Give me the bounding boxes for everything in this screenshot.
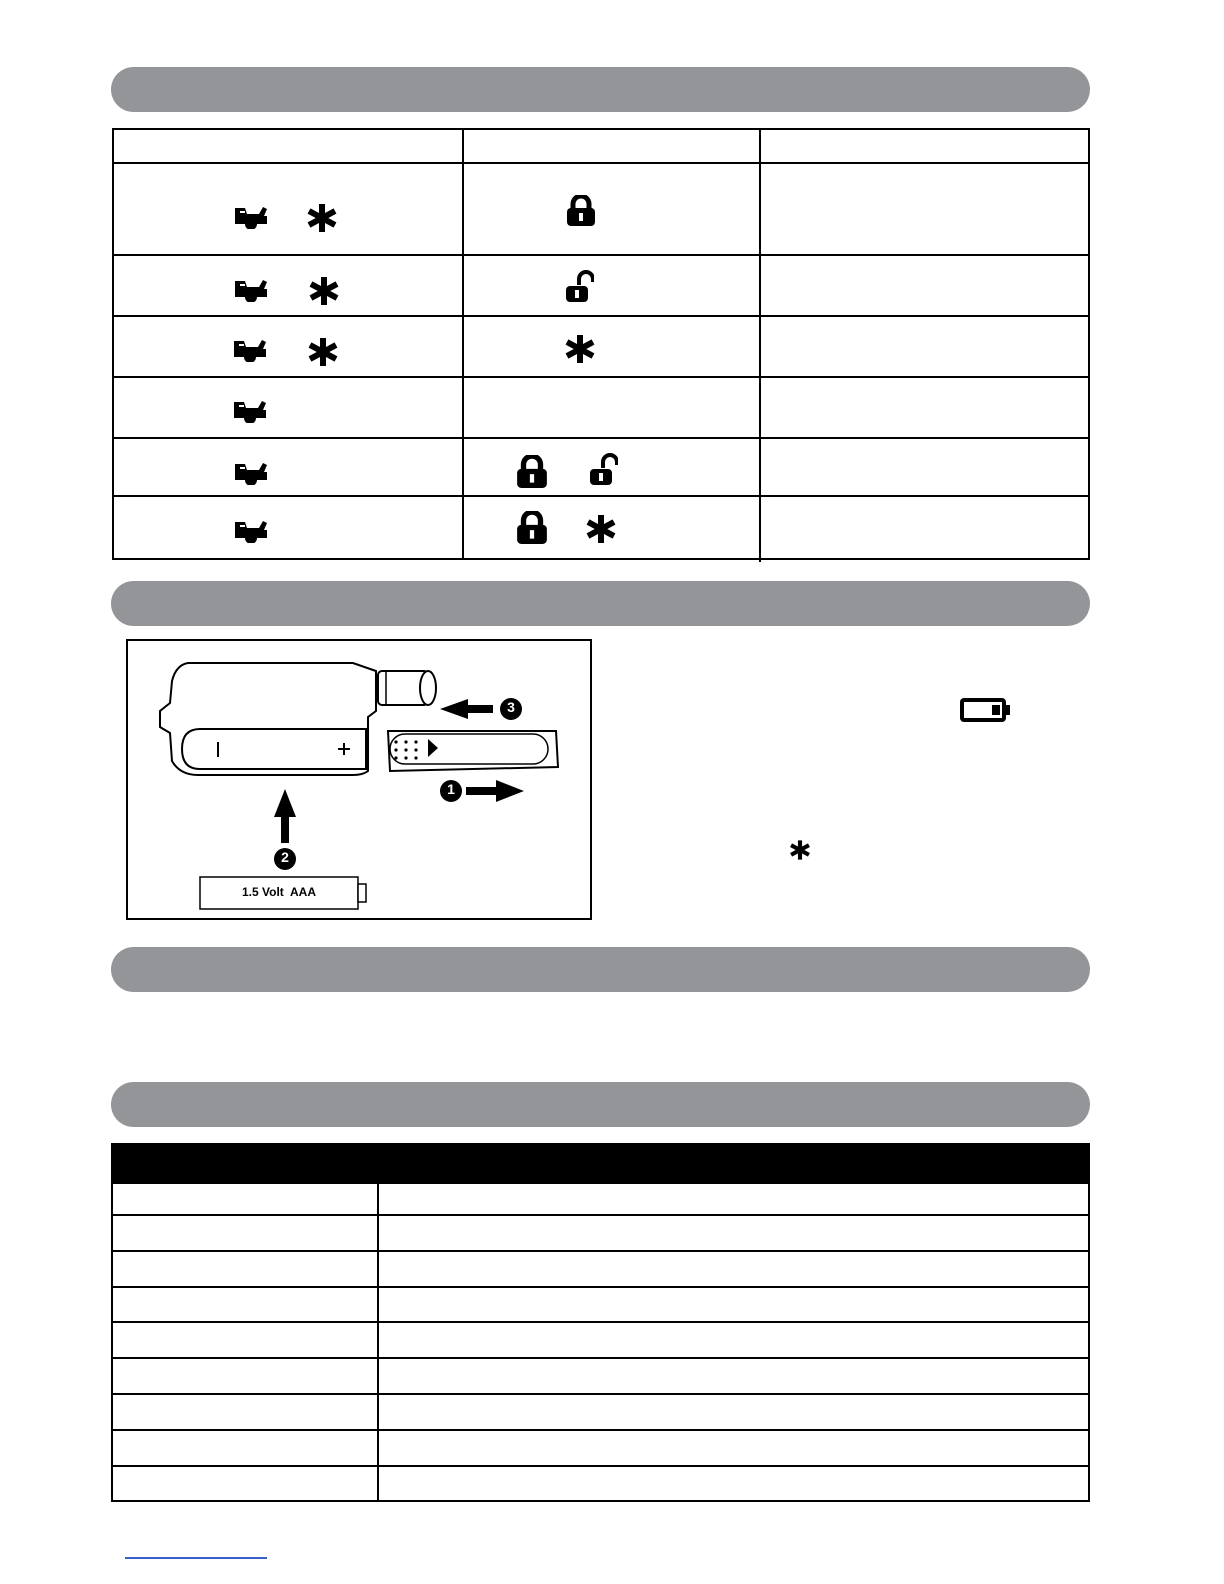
table-row-divider [112, 254, 1090, 256]
spec-table-row-divider [111, 1465, 1090, 1467]
trunk-icon [234, 459, 270, 485]
spec-table-row-divider [111, 1393, 1090, 1395]
spec-table-row-divider [111, 1321, 1090, 1323]
section-header-bar-1 [111, 67, 1090, 112]
lock-icon [566, 195, 596, 227]
spec-table-row-divider [111, 1357, 1090, 1359]
section-header-bar-4 [111, 1082, 1090, 1127]
battery-replacement-diagram [126, 639, 592, 920]
trunk-icon [234, 517, 270, 543]
unlock-icon [564, 270, 594, 304]
remote-and-battery-illustration [128, 641, 590, 918]
section-header-bar-3 [111, 947, 1090, 992]
step-1-number: 1 [447, 781, 455, 797]
table-row-divider [112, 376, 1090, 378]
asterisk-icon [306, 202, 338, 234]
asterisk-icon [789, 839, 811, 861]
trunk-icon [234, 276, 270, 302]
spec-table-row-divider [111, 1429, 1090, 1431]
unlock-icon [588, 452, 618, 488]
section-header-bar-2 [111, 581, 1090, 626]
lock-icon [516, 455, 548, 489]
asterisk-icon [307, 336, 339, 368]
table-row-divider [112, 437, 1090, 439]
spec-table-row-divider [111, 1286, 1090, 1288]
spec-table-column-divider [377, 1184, 379, 1502]
trunk-icon [234, 203, 270, 229]
lock-icon [516, 511, 548, 545]
table-row-divider [112, 162, 1090, 164]
asterisk-icon [308, 275, 340, 307]
asterisk-icon [585, 513, 617, 545]
battery-label: 1.5 Volt AAA [241, 885, 316, 899]
table-row-divider [112, 495, 1090, 497]
asterisk-icon [564, 333, 596, 365]
low-battery-icon [960, 697, 1012, 723]
footer-link-underline[interactable] [125, 1557, 267, 1559]
trunk-icon [233, 397, 269, 423]
spec-table-row-divider [111, 1250, 1090, 1252]
trunk-icon [233, 336, 269, 362]
table-row-divider [112, 315, 1090, 317]
spec-table-row-divider [111, 1214, 1090, 1216]
step-3-number: 3 [507, 699, 515, 715]
step-2-number: 2 [281, 849, 289, 865]
